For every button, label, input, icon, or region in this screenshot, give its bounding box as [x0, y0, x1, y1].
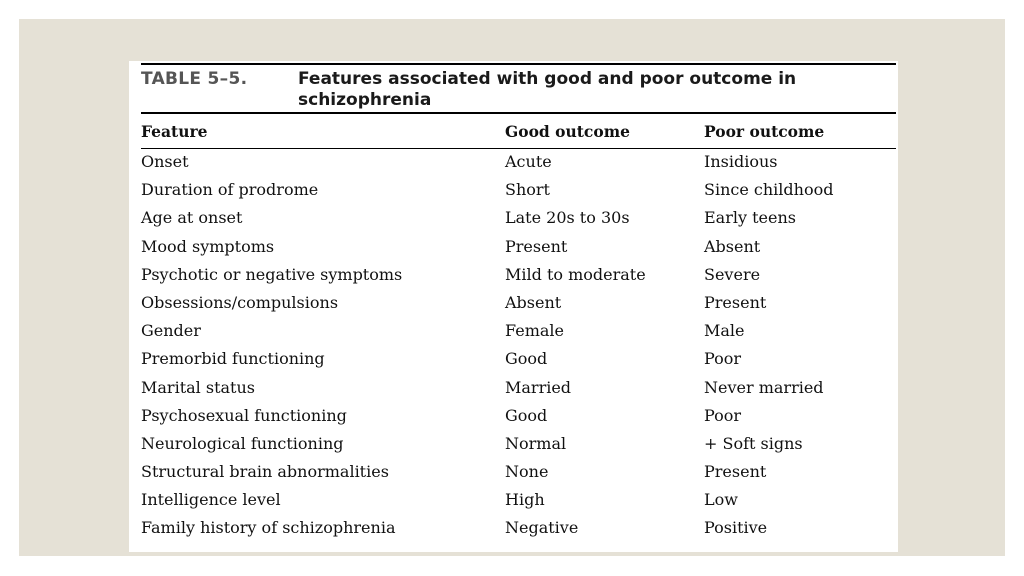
- poor-outcome-cell: Male: [704, 321, 745, 341]
- table-row: [141, 515, 896, 543]
- table-row: [141, 346, 896, 374]
- feature-cell: Mood symptoms: [141, 236, 275, 256]
- poor-outcome-cell: Early teens: [704, 208, 796, 228]
- poor-outcome-cell: + Soft signs: [704, 433, 803, 453]
- poor-outcome-cell: Poor: [704, 405, 742, 425]
- table-image: [129, 61, 898, 552]
- feature-cell: Family history of schizophrenia: [141, 518, 396, 538]
- feature-cell: Psychosexual functioning: [141, 405, 347, 425]
- feature-cell: Gender: [141, 321, 201, 341]
- feature-cell: Obsessions/compulsions: [141, 292, 339, 312]
- table-title: [141, 63, 896, 115]
- table-row: [141, 375, 896, 403]
- good-outcome-cell: Late 20s to 30s: [505, 208, 630, 228]
- feature-cell: Structural brain abnormalities: [141, 462, 389, 482]
- table-row: [141, 459, 896, 487]
- table-row: [141, 234, 896, 262]
- header-good-outcome: Good outcome: [505, 122, 630, 141]
- good-outcome-cell: Married: [505, 377, 572, 397]
- poor-outcome-cell: Absent: [704, 236, 761, 256]
- table-header: [141, 112, 896, 149]
- good-outcome-cell: Female: [505, 321, 564, 341]
- good-outcome-cell: Mild to moderate: [505, 264, 646, 284]
- table-row: [141, 149, 896, 177]
- feature-cell: Age at onset: [141, 208, 243, 228]
- poor-outcome-cell: Since childhood: [704, 180, 834, 200]
- header-poor-outcome: Poor outcome: [704, 122, 825, 141]
- poor-outcome-cell: Positive: [704, 518, 768, 538]
- table-row: [141, 205, 896, 233]
- poor-outcome-cell: Present: [704, 292, 767, 312]
- feature-cell: Marital status: [141, 377, 255, 397]
- table-row: [141, 431, 896, 459]
- table-body: [141, 149, 896, 544]
- poor-outcome-cell: Severe: [704, 264, 761, 284]
- table-number: TABLE 5–5.: [141, 69, 248, 89]
- feature-cell: Intelligence level: [141, 490, 281, 510]
- good-outcome-cell: Good: [505, 405, 548, 425]
- good-outcome-cell: Present: [505, 236, 568, 256]
- feature-cell: Psychotic or negative symptoms: [141, 264, 403, 284]
- table-row: [141, 403, 896, 431]
- table-row: [141, 262, 896, 290]
- good-outcome-cell: Short: [505, 180, 550, 200]
- table-row: [141, 487, 896, 515]
- feature-cell: Neurological functioning: [141, 433, 344, 453]
- feature-cell: Duration of prodrome: [141, 180, 319, 200]
- good-outcome-cell: Good: [505, 349, 548, 369]
- good-outcome-cell: Acute: [505, 152, 552, 171]
- feature-cell: Onset: [141, 152, 189, 171]
- good-outcome-cell: Negative: [505, 518, 579, 538]
- table-caption: Features associated with good and poor outcome in schizophrenia: [298, 69, 797, 110]
- table-row: [141, 177, 896, 205]
- poor-outcome-cell: Never married: [704, 377, 824, 397]
- table-row: [141, 318, 896, 346]
- poor-outcome-cell: Low: [704, 490, 738, 510]
- header-feature: Feature: [141, 122, 208, 141]
- good-outcome-cell: Absent: [505, 292, 562, 312]
- good-outcome-cell: Normal: [505, 433, 567, 453]
- table-row: [141, 290, 896, 318]
- poor-outcome-cell: Insidious: [704, 152, 778, 171]
- poor-outcome-cell: Poor: [704, 349, 742, 369]
- good-outcome-cell: None: [505, 462, 549, 482]
- poor-outcome-cell: Present: [704, 462, 767, 482]
- good-outcome-cell: High: [505, 490, 545, 510]
- feature-cell: Premorbid functioning: [141, 349, 325, 369]
- slide-frame: [19, 19, 1005, 556]
